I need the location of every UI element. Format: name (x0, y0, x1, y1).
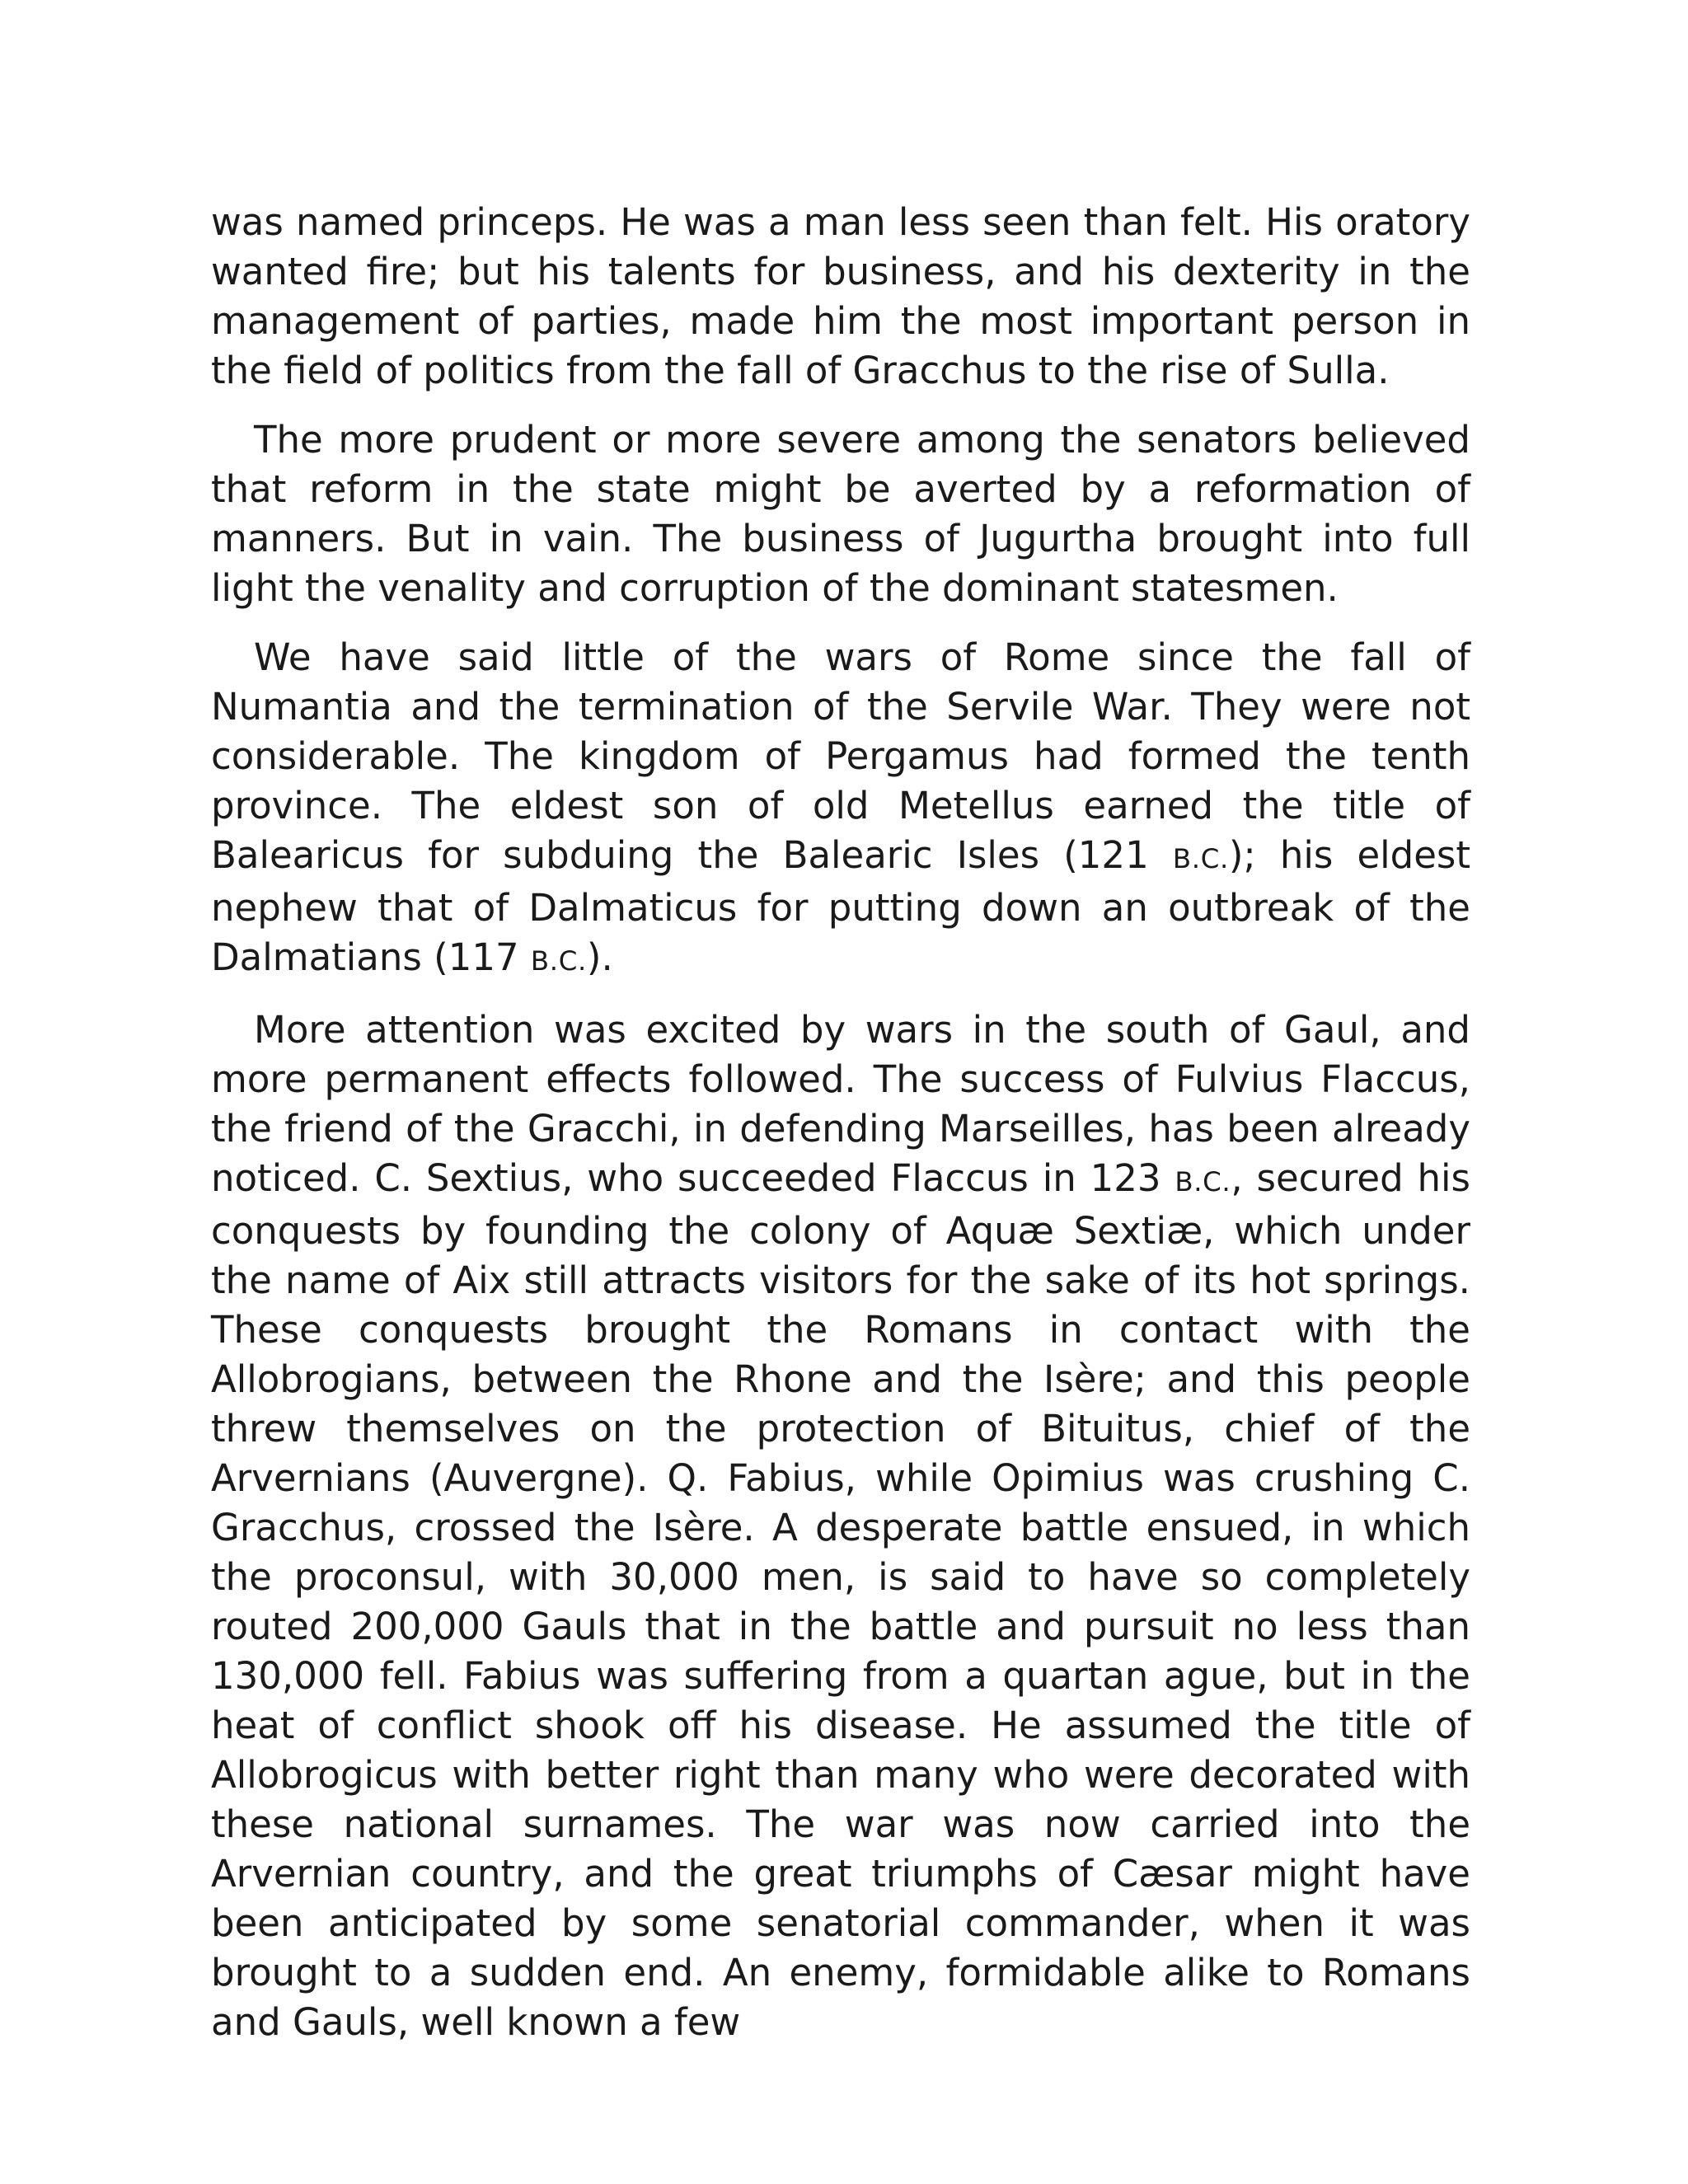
paragraph-4 (211, 1005, 1470, 2047)
paragraph-3-text-a: We have said little of the wars of Rome since the fall of Numantia and the termination of the Servile War. They were not considerable. The kingdom of Pergamus had formed the tenth province. The eldest son of old Metellus earned the title of Balearicus for subduing the Balearic Isles (121 (211, 635, 1470, 877)
paragraph-3-text-b: ); his eldest nephew that of Dalmaticus for putting down an outbreak of the Dalmatians (117 (211, 833, 1470, 979)
paragraph-3-text-c: ). (586, 935, 613, 979)
paragraph-1-text: was named princeps. He was a man less seen than felt. His oratory wanted fire; but his talents for business, and his dexterity in the management of parties, made him the most important person in the field of politics from the fall of Gracchus to the rise of Sulla. (211, 200, 1470, 392)
paragraph-4-text-b: , secured his conquests by founding the colony of Aquæ Sextiæ, which under the name of Aix still attracts visitors for the sake of its hot springs. These conquests brought the Romans in contact with the Allobrogians, between the Rhone and the Isère; and this people threw themselves on the protection of Bituitus, chief of the Arvernians (Auvergne). Q. Fabius, while Opimius was crushing C. Gracchus, crossed the Isère. A desperate battle ensued, in which the proconsul, with 30,000 men, is said to have so completely routed 200,000 Gauls that in the battle and pursuit no less than 130,000 fell. Fabius was suffering from a quartan ague, but in the heat of conflict shook off his disease. He assumed the title of Allobrogicus with better right than many who were decorated with these national surnames. The war was now carried into the Arvernian country, and the great triumphs of Cæsar might have been anticipated by some senatorial commander, when it was brought to a sudden end. An enemy, formidable alike to Romans and Gauls, well known a few (211, 1156, 1470, 2044)
paragraph-1 (211, 198, 1470, 396)
paragraph-3 (211, 633, 1470, 986)
page-body (211, 198, 1470, 2067)
era-abbreviation: B.C. (530, 945, 587, 977)
paragraph-2-text: The more prudent or more severe among the senators believed that reform in the state might be averted by a reformation of manners. But in vain. The business of Jugurtha brought into full light the venality and corruption of the dominant statesmen. (211, 418, 1470, 610)
era-abbreviation: B.C. (1172, 843, 1229, 874)
era-abbreviation: B.C. (1175, 1166, 1231, 1197)
paragraph-4-text-a: More attention was excited by wars in the south of Gaul, and more permanent effects followed. The success of Fulvius Flaccus, the friend of the Gracchi, in defending Marseilles, has been already noticed. C. Sextius, who succeeded Flaccus in 123 (211, 1008, 1470, 1200)
paragraph-2 (211, 415, 1470, 613)
